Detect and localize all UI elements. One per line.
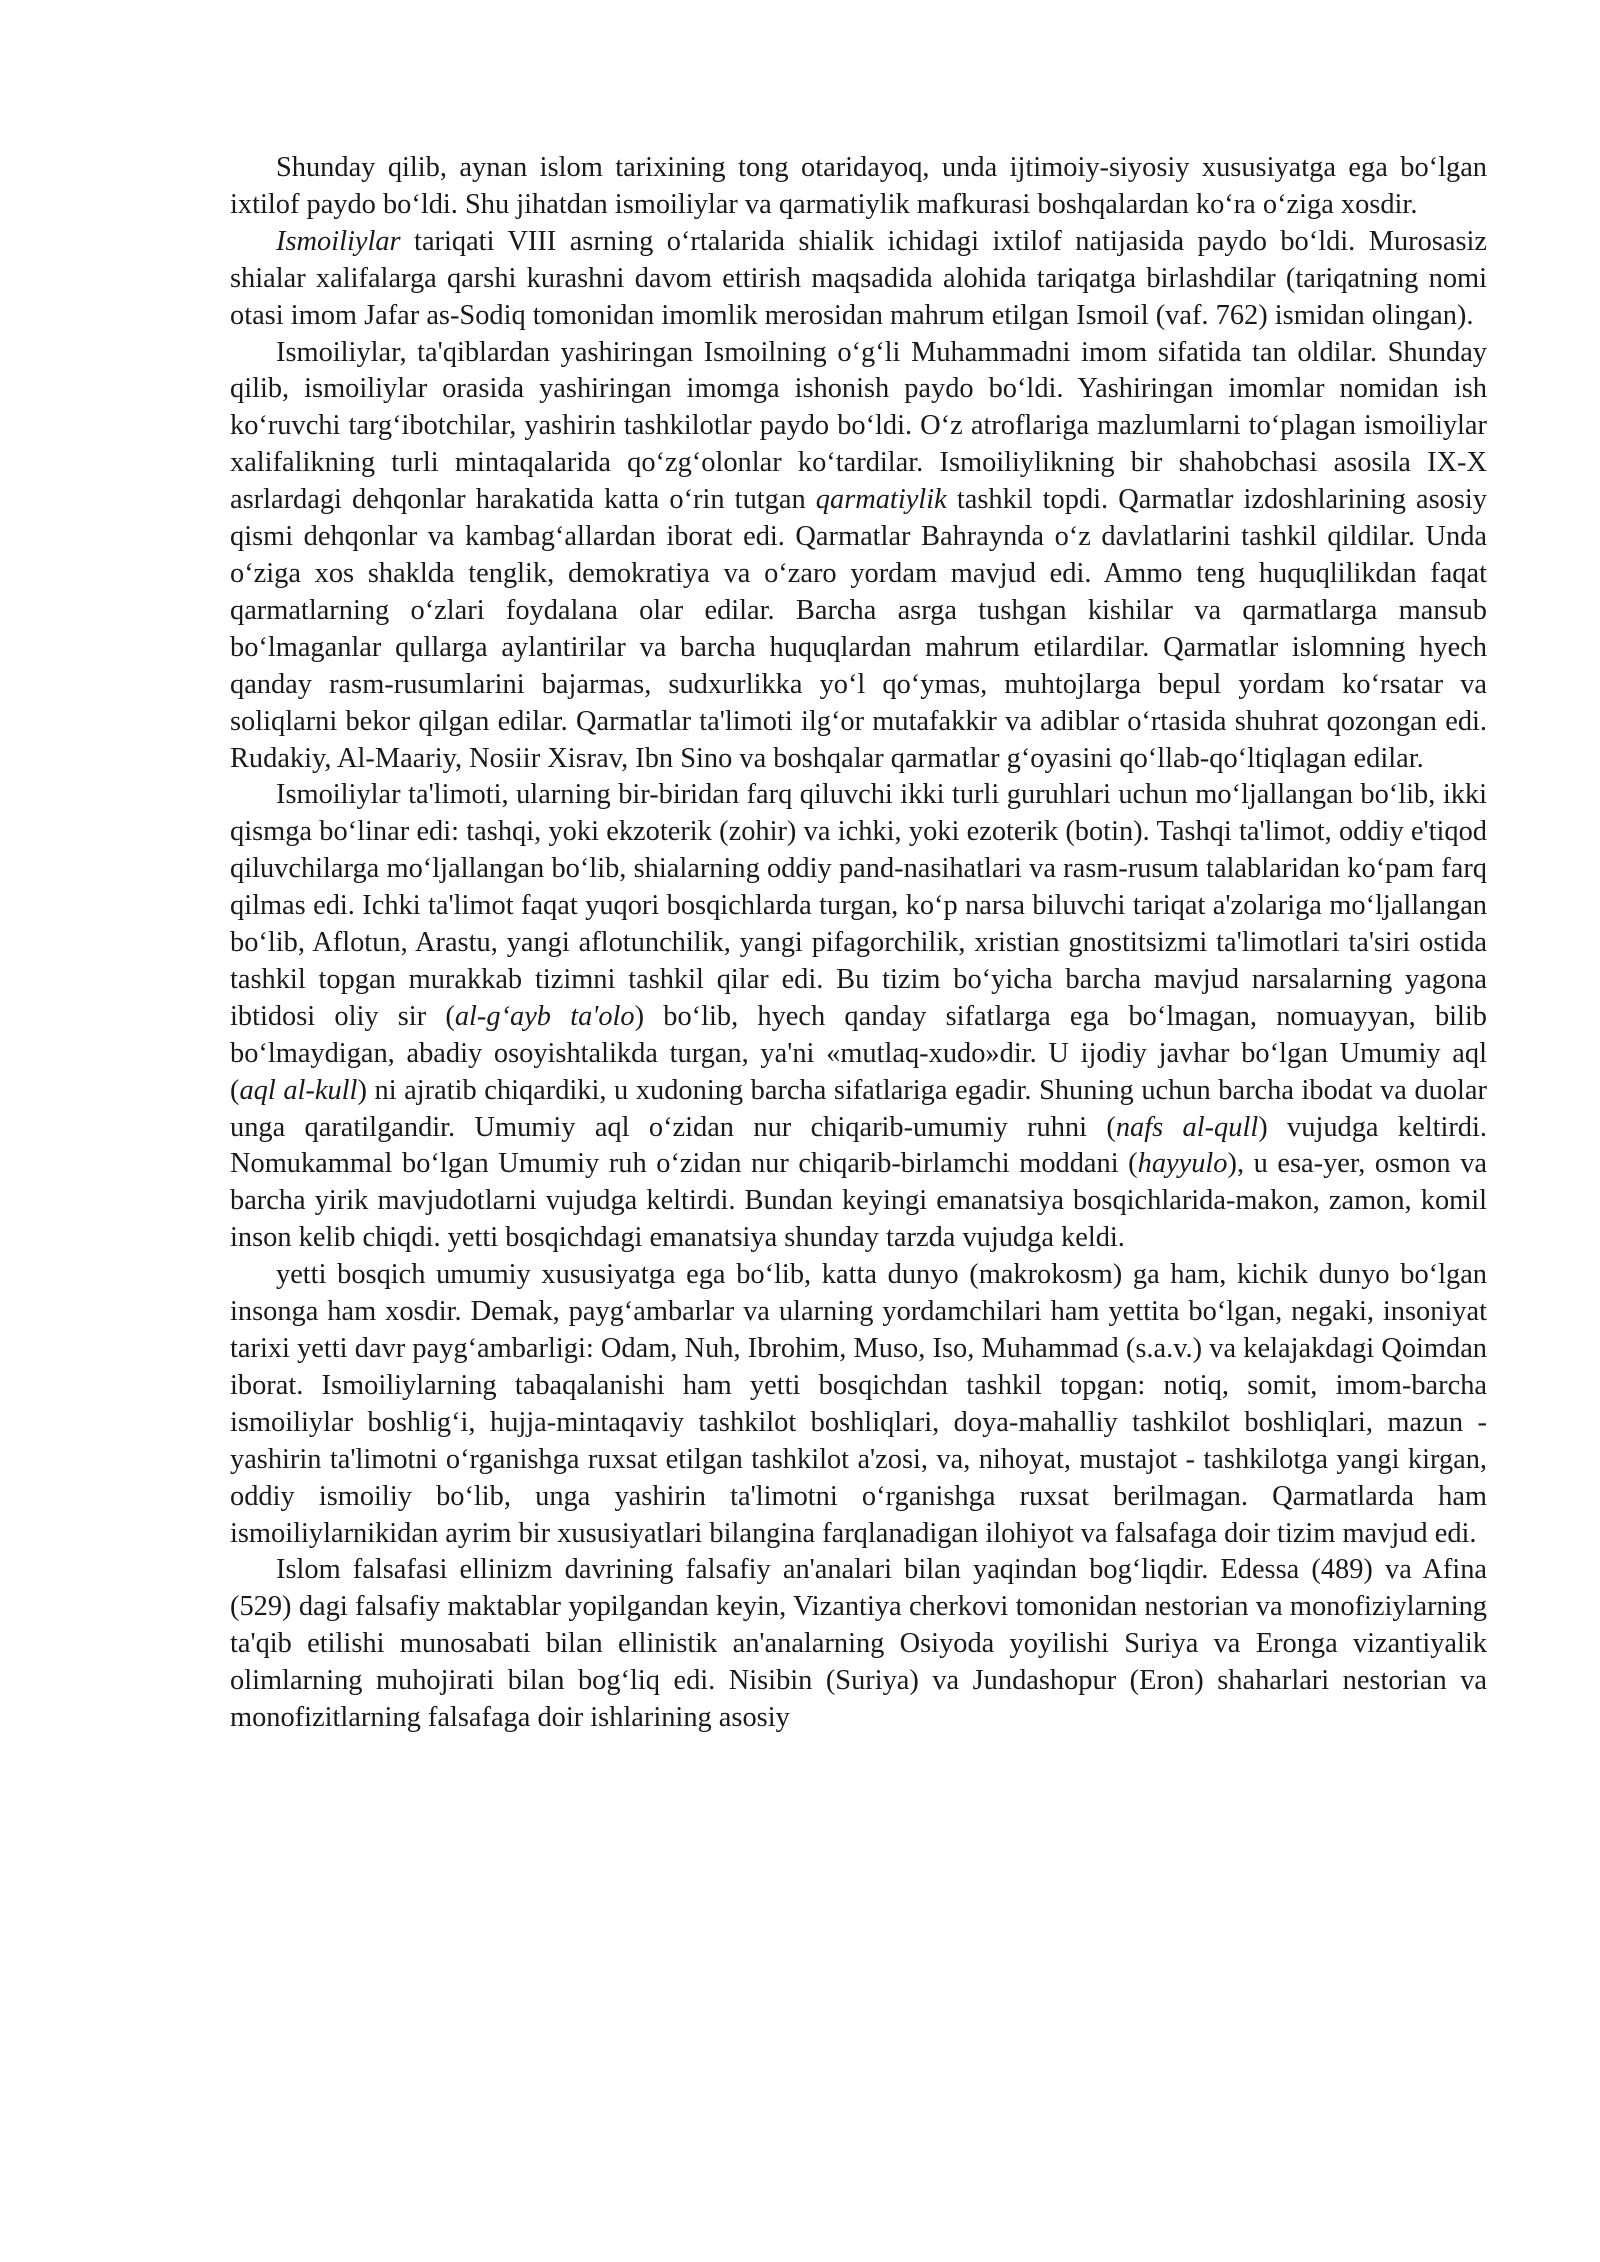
text-run: ) vujudga keltirdi. Nomukammal bo‘lgan Umumiy ruh o‘zidan nur chiqarib-birlamchi moddani ( [230, 1111, 1487, 1180]
text-run: Shunday qilib, aynan islom tarixining tong otaridayoq, unda ijtimoiy-siyosiy xususiyatga ega bo‘lgan ixtilof paydo bo‘ldi. Shu jihatdan ismoiliylar va qarmatiylik mafkurasi boshqalardan ko‘ra o‘ziga xosdir. [230, 152, 1487, 220]
text-run: Islom falsafasi ellinizm davrining falsafiy an'analari bilan yaqindan bog‘liqdir. Edessa (489) va Afina (529) dagi falsafiy maktablar yopilgandan keyin, Vizantiya cherkovi tomonidan nestorian va monofiziylarning ta'qib etilishi munosabati bilan ellinistik an'analarning Osiyoda yoyilishi Suriya va Eronga vizantiyalik olimlarning muhojirati bilan bog‘liq edi. Nisibin (Suriya) va Jundashopur (Eron) shaharlari nestorian va monofizitlarning falsafaga doir ishlarining asosiy [230, 1554, 1487, 1734]
document-page [230, 150, 1487, 1737]
paragraph [230, 1257, 1487, 1552]
paragraph [230, 1552, 1487, 1737]
italic-term: al-g‘ayb ta'olo [454, 1000, 635, 1032]
text-run: ), u esa-yer, osmon va barcha yirik mavjudotlarni vujudga keltirdi. Bundan keyingi emanatsiya bosqichlarida-makon, zamon, komil inson kelib chiqdi. yetti bosqichdagi emanatsiya shunday tarzda vujudga keldi. [230, 1148, 1487, 1254]
text-run: yetti bosqich umumiy xususiyatga ega bo‘lib, katta dunyo (makrokosm) ga ham, kichik dunyo bo‘lgan insonga ham xosdir. Demak, payg‘ambarlar va ularning yordamchilari ham yettita bo‘lgan, negaki, insoniyat tarixi yetti davr payg‘ambarligi: Odam, Nuh, Ibrohim, Muso, Iso, Muhammad (s.a.v.) va kelajakdagi Qoimdan iborat. Ismoiliylarning tabaqalanishi ham yetti bosqichdan tashkil topgan: notiq, somit, imom-barcha ismoiliylar boshlig‘i, hujja-mintaqaviy tashkilot boshliqlari, doya-mahalliy tashkilot boshliqlari, mazun - yashirin ta'limotni o‘rganishga ruxsat etilgan tashkilot a'zosi, va, nihoyat, mustajot - tashkilotga yangi kirgan, oddiy ismoiliy bo‘lib, unga yashirin ta'limotni o‘rganishga ruxsat berilmagan. Qarmatlarda ham ismoiliylarnikidan ayrim bir xususiyatlari bilangina farqlanadigan ilohiyot va falsafaga doir tizim mavjud edi. [230, 1259, 1487, 1549]
paragraph [230, 335, 1487, 778]
paragraph [230, 224, 1487, 335]
text-run: ) bo‘lib, hyech qanday sifatlarga ega bo‘lmagan, nomuayyan, bilib bo‘lmaydigan, abadiy osoyishtalikda turgan, ya'ni «mutlaq-xudo»dir. U ijodiy javhar bo‘lgan Umumiy aql ( [230, 1000, 1488, 1106]
text-run: ) ni ajratib chiqardiki, u xudoning barcha sifatlariga egadir. Shuning uchun barcha ibodat va duolar unga qaratilgandir. Umumiy aql o‘zidan nur chiqarib-umumiy ruhni ( [230, 1074, 1487, 1143]
paragraph [230, 150, 1487, 224]
text-run: Ismoiliylar, ta'qiblardan yashiringan Ismoilning o‘g‘li Muhammadni imom sifatida tan oldilar. Shunday qilib, ismoiliylar orasida yashiringan imomga ishonish paydo bo‘ldi. Yashiringan imomlar nomidan ish ko‘ruvchi targ‘ibotchilar, yashirin tashkilotlar paydo bo‘ldi. O‘z atroflariga mazlumlarni to‘plagan ismoiliylar xalifalikning turli mintaqalarida qo‘zg‘olonlar ko‘tardilar. Ismoiliylikning bir shahobchasi asosila IX-X asrlardagi dehqonlar harakatida katta o‘rin tutgan [230, 336, 1487, 516]
text-run: tariqati VIII asrning o‘rtalarida shialik ichidagi ixtilof natijasida paydo bo‘ldi. Murosasiz shialar xalifalarga qarshi kurashni davom ettirish maqsadida alohida tariqatga birlashdilar (tariqatning nomi otasi imom Jafar as-Sodiq tomonidan imomlik merosidan mahrum etilgan Ismoil (vaf. 762) ismidan olingan). [230, 225, 1487, 331]
text-run: tashkil topdi. Qarmatlar izdoshlarining asosiy qismi dehqonlar va kambag‘allardan iborat edi. Qarmatlar Bahraynda o‘z davlatlarini tashkil qildilar. Unda o‘ziga xos shaklda tenglik, demokratiya va o‘zaro yordam mavjud edi. Ammo teng huquqlilikdan faqat qarmatlarning o‘zlari foydalana olar edilar. Barcha asrga tushgan kishilar va qarmatlarga mansub bo‘lmaganlar qullarga aylantirilar va barcha huquqlardan mahrum etilardilar. Qarmatlar islomning hyech qanday rasm-rusumlarini bajarmas, sudxurlikka yo‘l qo‘ymas, muhtojlarga bepul yordam ko‘rsatar va soliqlarni bekor qilgan edilar. Qarmatlar ta'limoti ilg‘or mutafakkir va adiblar o‘rtasida shuhrat qozongan edi. Rudakiy, Al-Maariy, Nosiir Xisrav, Ibn Sino va boshqalar qarmatlar g‘oyasini qo‘llab-qo‘ltiqlagan edilar. [230, 484, 1488, 774]
italic-term: Ismoiliylar [276, 225, 401, 257]
italic-term: nafs al-qull [1115, 1111, 1259, 1143]
text-run: Ismoiliylar ta'limoti, ularning bir-biridan farq qiluvchi ikki turli guruhlari uchun mo‘ljallangan bo‘lib, ikki qismga bo‘linar edi: tashqi, yoki ekzoterik (zohir) va ichki, yoki ezoterik (botin). Tashqi ta'limot, oddiy e'tiqod qiluvchilarga mo‘ljallangan bo‘lib, shialarning oddiy pand-nasihatlari va rasm-rusum talablaridan ko‘pam farq qilmas edi. Ichki ta'limot faqat yuqori bosqichlarda turgan, ko‘p narsa biluvchi tariqat a'zolariga mo‘ljallangan bo‘lib, Aflotun, Arastu, yangi aflotunchilik, yangi pifagorchilik, xristian gnostitsizmi ta'limotlari ta'siri ostida tashkil topgan murakkab tizimni tashkil qilar edi. Bu tizim bo‘yicha barcha mavjud narsalarning yagona ibtidosi oliy sir ( [230, 779, 1487, 1032]
italic-term: qarmatiylik [815, 484, 947, 516]
italic-term: aql al-kull [239, 1074, 358, 1106]
paragraph [230, 777, 1487, 1257]
body-text [230, 150, 1487, 1737]
italic-term: hayyulo [1137, 1148, 1228, 1180]
